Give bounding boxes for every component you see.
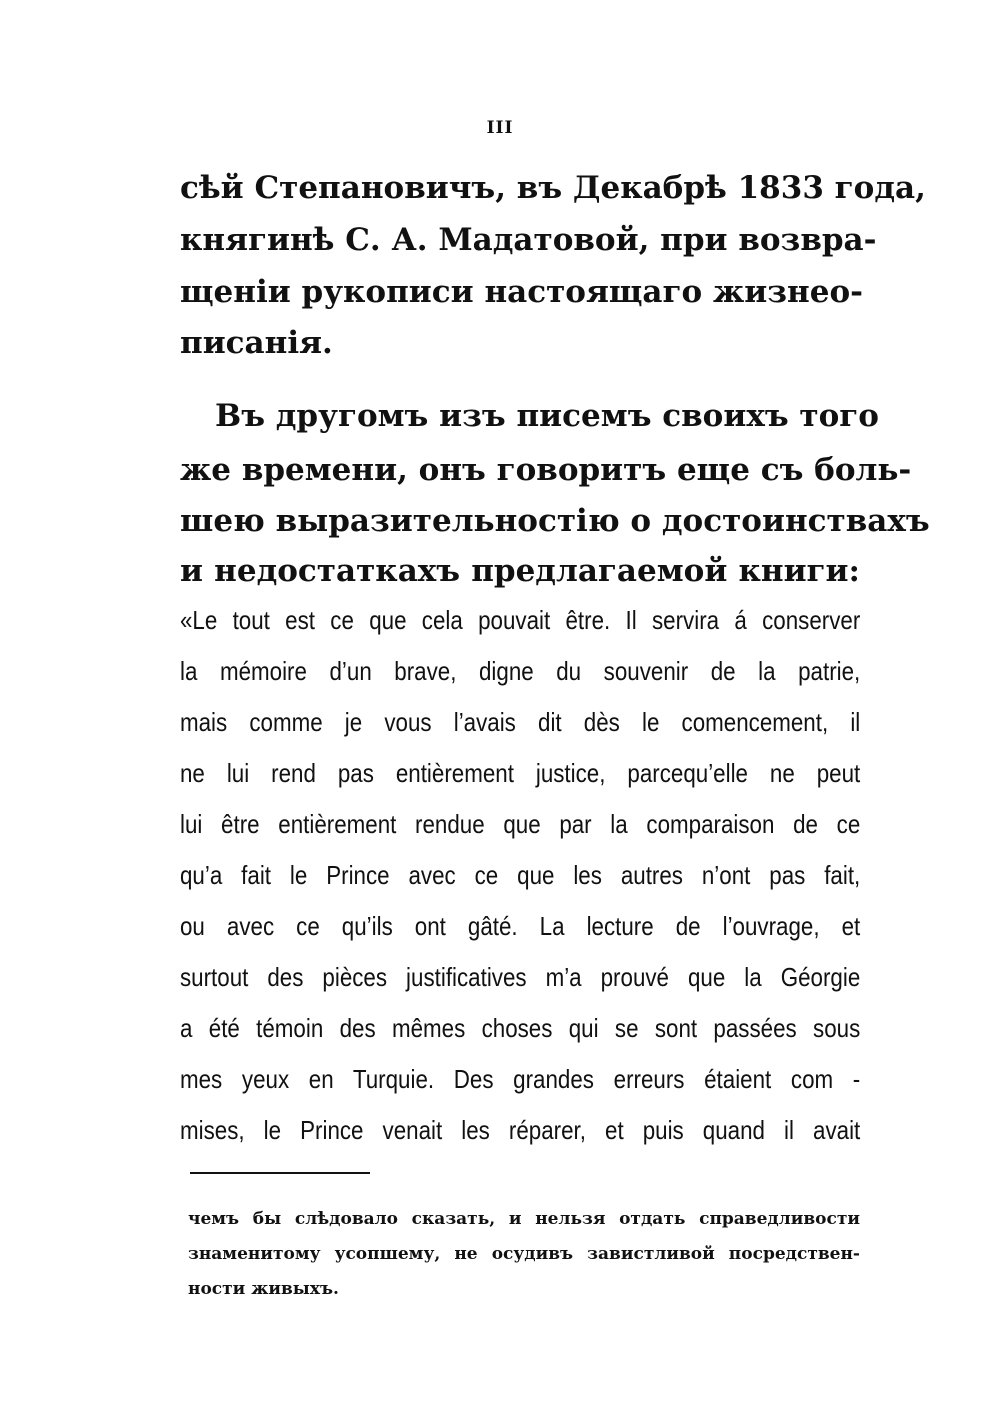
quote-line: ou avec ce qu’ils ont gâté. La lecture de l’ouvrage, et [180,911,861,941]
quote-line: mes yeux en Turquie. Des grandes erreurs étaient com - [180,1064,861,1094]
body-line: писанія. [180,325,333,361]
body-line: щеніи рукописи настоящаго жизнео- [180,274,864,310]
body-line: шею выразительностію о достоинствахъ [180,503,930,539]
quote-line: a été témoin des mêmes choses qui se sont passées sous [180,1013,861,1043]
footnote-line: ности живыхъ. [188,1279,339,1299]
quote-line: lui être entièrement rendue que par la comparaison de ce [180,809,861,839]
body-line: и недостаткахъ предлагаемой книги: [180,553,860,589]
quote-line: surtout des pièces justificatives m’a prouvé que la Géorgie [180,962,861,992]
quote-line: «Le tout est ce que cela pouvait être. Il servira á conserver [180,605,861,635]
quote-line: la mémoire d’un brave, digne du souvenir de la patrie, [180,656,861,686]
quote-line: ne lui rend pas entièrement justice, parcequ’elle ne peut [180,758,861,788]
footnote-rule [190,1172,370,1174]
body-line: Въ другомъ изъ писемъ своихъ того [215,398,879,434]
footnote-line: чемъ бы слѣдовало сказать, и нельзя отдать справедливости [188,1209,860,1229]
footnote-line: знаменитому усопшему, не осудивъ завистливой посредствен- [188,1244,860,1264]
quote-line: qu’a fait le Prince avec ce que les autres n’ont pas fait, [180,860,861,890]
quote-line: mises, le Prince venait les réparer, et puis quand il avait [180,1115,861,1145]
body-line: сѣй Степановичъ, въ Декабрѣ 1833 года, [180,170,926,206]
body-line: же времени, онъ говоритъ еще съ боль- [180,452,912,488]
page-number: III [486,118,514,138]
quote-line: mais comme je vous l’avais dit dès le comencement, il [180,707,861,737]
body-line: княгинѣ С. А. Мадатовой, при возвра- [180,222,877,258]
